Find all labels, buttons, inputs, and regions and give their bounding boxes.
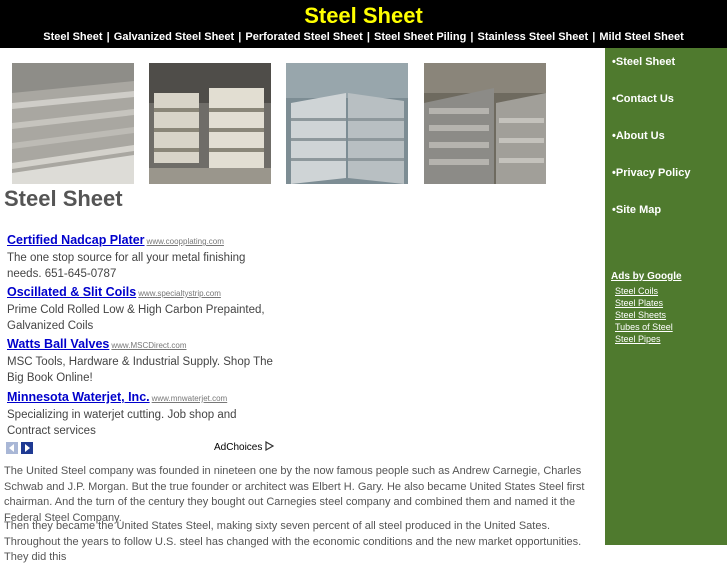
nav-separator: | bbox=[238, 31, 242, 43]
adchoices-link[interactable] bbox=[214, 441, 274, 453]
ad-unit bbox=[7, 335, 277, 386]
adchoices-label: AdChoices bbox=[214, 442, 263, 453]
ad-description: MSC Tools, Hardware & Industrial Supply. Shop The Big Book Online! bbox=[7, 356, 273, 384]
ad-description: Prime Cold Rolled Low & High Carbon Prepainted, Galvanized Coils bbox=[7, 304, 265, 332]
nav-stainless-steel-sheet[interactable]: Stainless Steel Sheet bbox=[477, 31, 589, 43]
ad-unit bbox=[7, 283, 277, 334]
steel-plates-photo bbox=[12, 63, 134, 184]
ad-title-link[interactable]: Minnesota Waterjet, Inc. bbox=[7, 390, 150, 404]
nav-perforated-steel-sheet[interactable]: Perforated Steel Sheet bbox=[245, 31, 363, 43]
nav-steel-sheet-piling[interactable]: Steel Sheet Piling bbox=[373, 31, 467, 43]
page-title: Steel Sheet bbox=[4, 186, 123, 211]
steel-stacks-photo bbox=[286, 63, 408, 184]
sidebar-ad-link[interactable]: Steel Plates bbox=[615, 298, 664, 308]
ad-description: The one stop source for all your metal finishing needs. 651-645-0787 bbox=[7, 252, 246, 280]
nav-separator: | bbox=[470, 31, 474, 43]
ad-unit bbox=[7, 388, 277, 439]
ad-prev-button[interactable] bbox=[6, 441, 18, 453]
ad-url-link[interactable]: www.specialtystrip.com bbox=[138, 289, 221, 298]
ad-title-link[interactable]: Watts Ball Valves bbox=[7, 337, 110, 351]
ad-title-link[interactable]: Oscillated & Slit Coils bbox=[7, 285, 137, 299]
nav-mild-steel-sheet[interactable]: Mild Steel Sheet bbox=[599, 31, 684, 43]
nav-galvanized-steel-sheet[interactable]: Galvanized Steel Sheet bbox=[113, 31, 235, 43]
sidebar-link-site-map[interactable]: •Site Map bbox=[612, 204, 662, 216]
sidebar-ad-link[interactable]: Steel Coils bbox=[615, 286, 659, 296]
sidebar-ad-link[interactable]: Steel Pipes bbox=[615, 334, 661, 344]
ad-description: Specializing in waterjet cutting. Job shop and Contract services bbox=[7, 409, 237, 437]
header bbox=[0, 0, 727, 48]
ad-url-link[interactable]: www.coopplating.com bbox=[146, 237, 224, 246]
sidebar-ad-link[interactable]: Steel Sheets bbox=[615, 310, 667, 320]
ad-unit bbox=[7, 231, 277, 282]
top-nav bbox=[0, 31, 727, 43]
sidebar-link-contact-us[interactable]: •Contact Us bbox=[612, 93, 674, 105]
sidebar-link-privacy-policy[interactable]: •Privacy Policy bbox=[612, 167, 691, 179]
article-paragraph: The United Steel company was founded in nineteen one by the now famous people such as Andrew Carnegie, Charles Schwab and J.P. Morgan. But the true founder or architect was Elbert H. Gary. He also became United States Steel first chairman. And the turn of the century they bought out Carnegies steel company and combined them and named it the Federal Steel Company. bbox=[4, 465, 585, 524]
article-paragraph: Then they became the United States Steel, making sixty seven percent of all steel produced in the United Sates. Throughout the years to follow U.S. steel has changed with the economic conditions and the new market opportunities. They did this bbox=[4, 520, 582, 563]
sidebar-link-steel-sheet[interactable]: •Steel Sheet bbox=[612, 56, 676, 68]
sidebar-ad-link[interactable]: Tubes of Steel bbox=[615, 322, 673, 332]
ad-next-button[interactable] bbox=[21, 441, 33, 453]
ad-url-link[interactable]: www.MSCDirect.com bbox=[111, 341, 187, 350]
sidebar-link-about-us[interactable]: •About Us bbox=[612, 130, 665, 142]
site-title: Steel Sheet bbox=[304, 3, 423, 28]
adchoices-icon bbox=[265, 441, 274, 451]
chevron-right-icon bbox=[21, 442, 33, 454]
sidebar bbox=[605, 48, 727, 545]
ad-url-link[interactable]: www.mnwaterjet.com bbox=[151, 394, 228, 403]
chevron-left-icon bbox=[6, 442, 18, 454]
steel-channels-photo bbox=[424, 63, 546, 184]
nav-steel-sheet[interactable]: Steel Sheet bbox=[43, 31, 103, 43]
nav-separator: | bbox=[106, 31, 110, 43]
nav-separator: | bbox=[366, 31, 370, 43]
ad-title-link[interactable]: Certified Nadcap Plater bbox=[7, 233, 145, 247]
nav-separator: | bbox=[592, 31, 596, 43]
steel-bundles-photo bbox=[149, 63, 271, 184]
ads-by-google-link[interactable]: Ads by Google bbox=[611, 271, 682, 282]
